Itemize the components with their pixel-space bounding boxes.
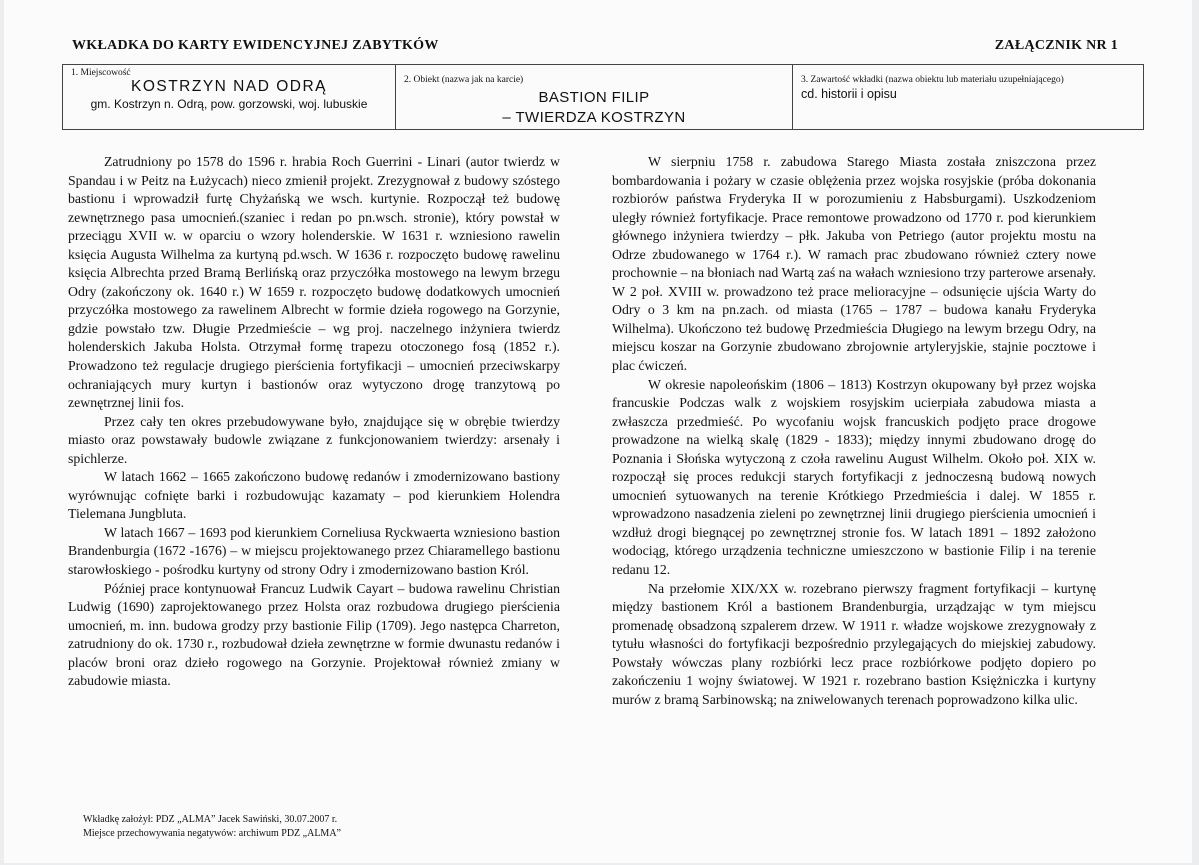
object-name bbox=[396, 88, 792, 128]
attachment-number: ZAŁĄCZNIK NR 1 bbox=[994, 38, 1118, 53]
paragraph: Zatrudniony po 1578 do 1596 r. hrabia Roch Guerrini - Linari (autor twierdz w Spandau i w Peitz na Łużycach) nieco zmienił projekt. Zrezygnował z budowy szóstego bastionu i wprowadził furtę Chyżańską we wsch. kurtynie. Rozpoczął też budowę zewnętrznego pasa umocnień.(szaniec i redan po pn.wsch. stronie), który powstał w przeciągu XVII w. w oparciu o wzory holenderskie. W 1631 r. wzniesiono rawelin księcia Augusta Wilhelma za kurtyną pd.wsch. W 1636 r. rozpoczęto budowę rawelinu księcia Albrechta przed Bramą Berlińską oraz przyczółka mostowego na lewym brzegu Odry (zakończony ok. 1640 r.) W 1659 r. rozpoczęto budowę dodatkowych umocnień przyczółka mostowego za rawelinem Albrecht w formie dzieła rogowego na Gorzynie, gdzie powstało tzw. Długie Przedmieście – wg proj. naczelnego inżyniera twierdz holenderskich Jakuba Holsta. Otrzymał formę trapezu otoczonego fosą (1852 r.). Prowadzono też regulacje drugiego pierścienia fortyfikacji – umocnień przeciwskarpy ochraniających mury kurtyn i bastionów oraz wytyczono drogę tranzytową po zewnętrznej linii fos. bbox=[68, 154, 560, 411]
location-details: gm. Kostrzyn n. Odrą, pow. gorzowski, woj. lubuskie bbox=[90, 97, 368, 111]
contents-box bbox=[792, 64, 1144, 130]
location-label: 1. Miejscowość bbox=[71, 68, 131, 78]
object-name-line1: BASTION FILIP bbox=[538, 89, 650, 106]
object-name-line2: – TWIERDZA KOSTRZYN bbox=[502, 109, 686, 126]
paragraph: W latach 1662 – 1665 zakończono budowę redanów i zmodernizowano bastiony wyrównując cofnięte barki i rozbudowując kazamaty – pod kierunkiem Holendra Tielemana Jungbluta. bbox=[68, 469, 560, 522]
paragraph: Na przełomie XIX/XX w. rozebrano pierwszy fragment fortyfikacji – kurtynę między bastionem Król a bastionem Brandenburgia, urządzając w tym miejscu promenadę obsadzoną szpalerem drzew. W 1911 r. władze wojskowe zrezygnowały z tytułu własności do fortyfikacji bezpośrednio przylegających do miejskiej zabudowy. Powstały wówczas plany rozbiórki lecz prace rozbiórkowe podjęto dopiero po zakończeniu 1 wojny światowej. W 1921 r. rozebrano bastion Księżniczka i kurtyny murów z bramą Sarbinowską; na zniwelowanych terenach poprowadzono kilka ulic. bbox=[612, 580, 1096, 707]
paragraph: W okresie napoleońskim (1806 – 1813) Kostrzyn okupowany był przez wojska francuskie Podczas walk z wojskiem rosyjskim ucierpiała zabudowa miasta a zwłaszcza przedmieść. Po wycofaniu wojsk francuskich podjęto prace drogowe prowadzone na wielką skalę (1829 - 1833); między innymi zbudowano drogę do Poznania i Słońska wytyczoną z czoła rawelinu August Wilhelm. Około poł. XIX w. rozpoczął się proces redukcji starych fortyfikacji z jednoczesną budową nowych umocnień sytuowanych na terenie Krótkiego Przedmieścia i dalej. W 1855 r. wprowadzono nasadzenia zieleni po zewnętrznej linii drugiego pierścienia umocnień i wzdłuż drogi biegnącej po zewnętrznej stronie fos. W latach 1891 – 1892 założono wodociąg, którego urządzenia techniczne umieszczono w bastionie Filip i na terenie redanu 12. bbox=[612, 376, 1096, 578]
paragraph: Przez cały ten okres przebudowywane było, znajdujące się w obrębie twierdzy miasto oraz powstawały budowle związane z funkcjonowaniem twierdzy: arsenały i spichlerze. bbox=[68, 413, 560, 466]
paragraph: Później prace kontynuował Francuz Ludwik Cayart – budowa rawelinu Christian Ludwig (1690) zaprojektowanego przez Holsta oraz rozbudowa drugiego pierścienia umocnień, m. inn. budowa grodzy przy bastionie Filip (1709). Jego następca Charreton, zatrudniony do ok. 1730 r., rozbudował dzieła zewnętrzne w formie dwunastu redanów i placów broni oraz dzieło rogowego na Gorzynie. Projektował również zmiany w zabudowie miasta. bbox=[68, 580, 560, 689]
object-label: 2. Obiekt (nazwa jak na karcie) bbox=[404, 75, 524, 85]
location-name: KOSTRZYN NAD ODRĄ bbox=[130, 78, 327, 95]
paragraph: W sierpniu 1758 r. zabudowa Starego Miasta została zniszczona przez bombardowania i pożary w czasie oblężenia przez wojska rosyjskie (próba dokonania rozbiorów państwa Fryderyka II w porozumieniu z Habsburgami). Uszkodzeniom uległy również fortyfikacje. Prace remontowe prowadzono od 1770 r. pod kierunkiem głównego inżyniera twierdzy – płk. Jakuba von Petriego (autor projektu mostu na Odrze zbudowanego w 1764 r.). W ramach prac zbudowano również cztery nowe prochownie – na błoniach nad Wartą zaś na wałach wzniesiono trzy parterowe arsenały. W 2 poł. XVIII w. prowadzono też prace melioracyjne – odsunięcie ujścia Warty do Odry o 3 km na pn.zach. od miasta (1765 – 1787 – budowa kanału Fryderyka Wilhelma). Ukończono też budowę Przedmieścia Długiego na lewym brzegu Odry, na miejscu koszar na Gorzynie zbudowano zbrojownie artyleryjskie, stajnie pocztowe i plac ćwiczeń. bbox=[612, 154, 1096, 374]
left-text-column bbox=[68, 153, 560, 691]
right-text-column bbox=[612, 153, 1096, 709]
footer-author: Wkładkę założył: PDZ „ALMA” Jacek Sawiński, 30.07.2007 r. bbox=[83, 814, 338, 825]
footer-archive: Miejsce przechowywania negatywów: archiwum PDZ „ALMA” bbox=[83, 828, 341, 839]
contents-label: 3. Zawartość wkładki (nazwa obiektu lub materiału uzupełniającego) bbox=[801, 75, 1064, 85]
location-box bbox=[62, 64, 396, 130]
contents-value: cd. historii i opisu bbox=[801, 87, 897, 101]
object-box bbox=[395, 64, 793, 130]
document-sheet bbox=[4, 0, 1192, 863]
document-header-title: WKŁADKA DO KARTY EWIDENCYJNEJ ZABYTKÓW bbox=[72, 38, 439, 53]
paragraph: W latach 1667 – 1693 pod kierunkiem Corneliusa Ryckwaerta wzniesiono bastion Brandenburgia (1672 -1676) – w miejscu projektowanego przez Chiaramellego bastionu starowłoskiego - pośrodku kurtyny od strony Odry i zmodernizowano bastion Król. bbox=[68, 524, 560, 578]
